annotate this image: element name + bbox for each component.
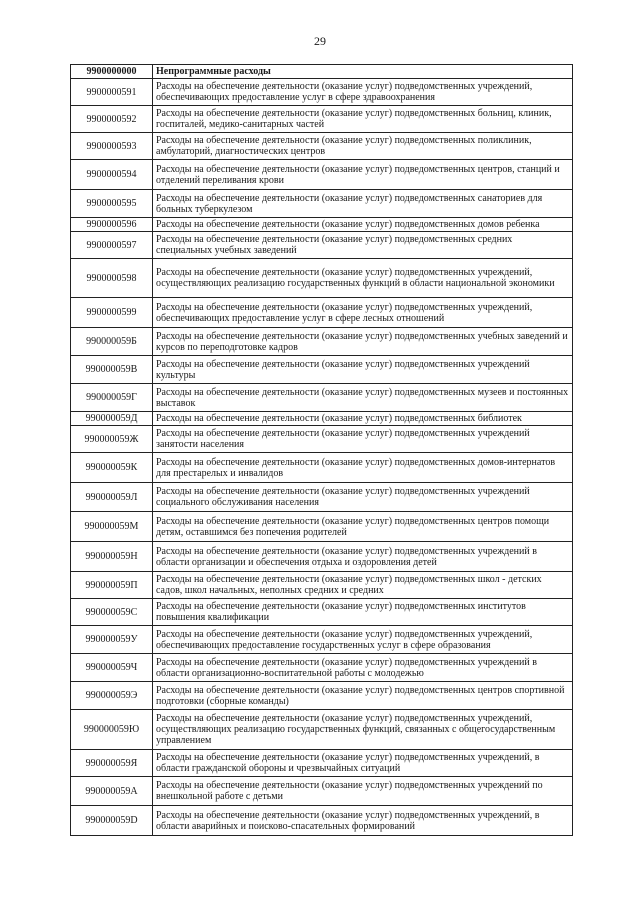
expense-code-cell: 990000059A — [71, 777, 153, 806]
expense-code-cell: 9900000592 — [71, 106, 153, 133]
expense-description-cell: Расходы на обеспечение деятельности (оказание услуг) подведомственных учреждений культуры — [153, 356, 573, 384]
table-row — [71, 384, 573, 412]
expense-code-cell: 990000059Д — [71, 412, 153, 426]
expense-code-cell: 9900000593 — [71, 133, 153, 160]
expense-description-cell: Расходы на обеспечение деятельности (оказание услуг) подведомственных учреждений, обеспечивающих предоставление услуг в сфере здравоохранения — [153, 79, 573, 106]
expense-description-cell: Расходы на обеспечение деятельности (оказание услуг) подведомственных учреждений, обеспечивающих предоставление государственных услуг в сфере образования — [153, 626, 573, 654]
expense-code-cell: 990000059П — [71, 572, 153, 599]
expense-code-cell: 990000059М — [71, 512, 153, 542]
expense-code-cell: 9900000599 — [71, 298, 153, 328]
expense-code-cell: 990000059D — [71, 806, 153, 836]
expense-description-cell: Расходы на обеспечение деятельности (оказание услуг) подведомственных больниц, клиник, госпиталей, медико-санитарных частей — [153, 106, 573, 133]
table-row — [71, 750, 573, 777]
expense-description-cell: Расходы на обеспечение деятельности (оказание услуг) подведомственных домов ребенка — [153, 218, 573, 232]
expense-code-cell: 9900000594 — [71, 160, 153, 190]
expense-code-cell: 990000059С — [71, 599, 153, 626]
expense-code-cell: 9900000595 — [71, 190, 153, 218]
expense-description-cell: Расходы на обеспечение деятельности (оказание услуг) подведомственных домов-интернатов для престарелых и инвалидов — [153, 453, 573, 483]
expense-description-cell: Расходы на обеспечение деятельности (оказание услуг) подведомственных санаториев для больных туберкулезом — [153, 190, 573, 218]
table-row — [71, 412, 573, 426]
table-row — [71, 218, 573, 232]
expense-code-cell: 990000059К — [71, 453, 153, 483]
expense-description-cell: Расходы на обеспечение деятельности (оказание услуг) подведомственных учреждений, осуществляющих реализацию государственных функций, связанных с общегосударственным управлением — [153, 710, 573, 750]
expense-code-cell: 9900000598 — [71, 259, 153, 298]
table-row — [71, 572, 573, 599]
expense-code-cell: 990000059Э — [71, 682, 153, 710]
expense-description-cell: Расходы на обеспечение деятельности (оказание услуг) подведомственных центров спортивной подготовки (сборные команды) — [153, 682, 573, 710]
expense-description-cell: Расходы на обеспечение деятельности (оказание услуг) подведомственных учреждений, обеспечивающих предоставление услуг в сфере лесных отношений — [153, 298, 573, 328]
expense-code-cell: 990000059Я — [71, 750, 153, 777]
expense-description-cell: Расходы на обеспечение деятельности (оказание услуг) подведомственных учреждений социального обслуживания населения — [153, 483, 573, 512]
expense-description-cell: Расходы на обеспечение деятельности (оказание услуг) подведомственных центров помощи детям, оставшимся без попечения родителей — [153, 512, 573, 542]
expense-code-cell: 990000059Ю — [71, 710, 153, 750]
expense-code-cell: 9900000596 — [71, 218, 153, 232]
table-row — [71, 599, 573, 626]
expense-code-cell: 9900000597 — [71, 232, 153, 259]
expense-description-cell: Расходы на обеспечение деятельности (оказание услуг) подведомственных учреждений занятости населения — [153, 426, 573, 453]
expense-description-cell: Расходы на обеспечение деятельности (оказание услуг) подведомственных учреждений по внешкольной работе с детьми — [153, 777, 573, 806]
table-row — [71, 483, 573, 512]
expense-description-cell: Расходы на обеспечение деятельности (оказание услуг) подведомственных учреждений, осуществляющих реализацию государственных функций в области национальной экономики — [153, 259, 573, 298]
expense-description-cell: Расходы на обеспечение деятельности (оказание услуг) подведомственных школ - детских садов, школ начальных, неполных средних и средних — [153, 572, 573, 599]
expense-code-cell: 990000059У — [71, 626, 153, 654]
expense-code-cell: 9900000591 — [71, 79, 153, 106]
expense-description-cell: Расходы на обеспечение деятельности (оказание услуг) подведомственных учреждений, в области гражданской обороны и чрезвычайных ситуаций — [153, 750, 573, 777]
expense-code-cell: 990000059Ч — [71, 654, 153, 682]
table-row — [71, 806, 573, 836]
table-row — [71, 259, 573, 298]
table-row — [71, 654, 573, 682]
table-row — [71, 512, 573, 542]
table-row — [71, 190, 573, 218]
expense-description-cell: Расходы на обеспечение деятельности (оказание услуг) подведомственных средних специальных учебных заведений — [153, 232, 573, 259]
expense-code-cell: 990000059Г — [71, 384, 153, 412]
table-row — [71, 542, 573, 572]
expense-description-cell: Расходы на обеспечение деятельности (оказание услуг) подведомственных учреждений, в области аварийных и поисково-спасательных формирований — [153, 806, 573, 836]
expense-code-cell: 990000059Л — [71, 483, 153, 512]
expense-description-cell: Расходы на обеспечение деятельности (оказание услуг) подведомственных институтов повышения квалификации — [153, 599, 573, 626]
table-row — [71, 682, 573, 710]
expense-description-cell: Расходы на обеспечение деятельности (оказание услуг) подведомственных центров, станций и отделений переливания крови — [153, 160, 573, 190]
table-row — [71, 106, 573, 133]
expense-description-cell: Расходы на обеспечение деятельности (оказание услуг) подведомственных учреждений в области организации и обеспечения отдыха и оздоровления детей — [153, 542, 573, 572]
expense-code-cell: 990000059Н — [71, 542, 153, 572]
expense-description-cell: Расходы на обеспечение деятельности (оказание услуг) подведомственных библиотек — [153, 412, 573, 426]
expense-code-cell: 990000059В — [71, 356, 153, 384]
table-row — [71, 356, 573, 384]
expense-description-cell: Расходы на обеспечение деятельности (оказание услуг) подведомственных музеев и постоянных выставок — [153, 384, 573, 412]
table-row — [71, 710, 573, 750]
header-code-cell: 9900000000 — [71, 65, 153, 79]
header-title-cell: Непрограммные расходы — [153, 65, 573, 79]
expense-description-cell: Расходы на обеспечение деятельности (оказание услуг) подведомственных учреждений в области организационно-воспитательной работы с молодежью — [153, 654, 573, 682]
table-row — [71, 453, 573, 483]
table-row — [71, 298, 573, 328]
table-row — [71, 79, 573, 106]
table-row — [71, 232, 573, 259]
expense-description-cell: Расходы на обеспечение деятельности (оказание услуг) подведомственных поликлиник, амбулаторий, диагностических центров — [153, 133, 573, 160]
expense-code-cell: 990000059Б — [71, 328, 153, 356]
table-row — [71, 328, 573, 356]
table-row — [71, 160, 573, 190]
expense-description-cell: Расходы на обеспечение деятельности (оказание услуг) подведомственных учебных заведений и курсов по переподготовке кадров — [153, 328, 573, 356]
table-row — [71, 133, 573, 160]
budget-classification-table — [70, 64, 573, 836]
table-row — [71, 777, 573, 806]
page-number: 29 — [314, 34, 326, 48]
table-row — [71, 626, 573, 654]
table-header-row — [71, 65, 573, 79]
table-row — [71, 426, 573, 453]
expense-code-cell: 990000059Ж — [71, 426, 153, 453]
